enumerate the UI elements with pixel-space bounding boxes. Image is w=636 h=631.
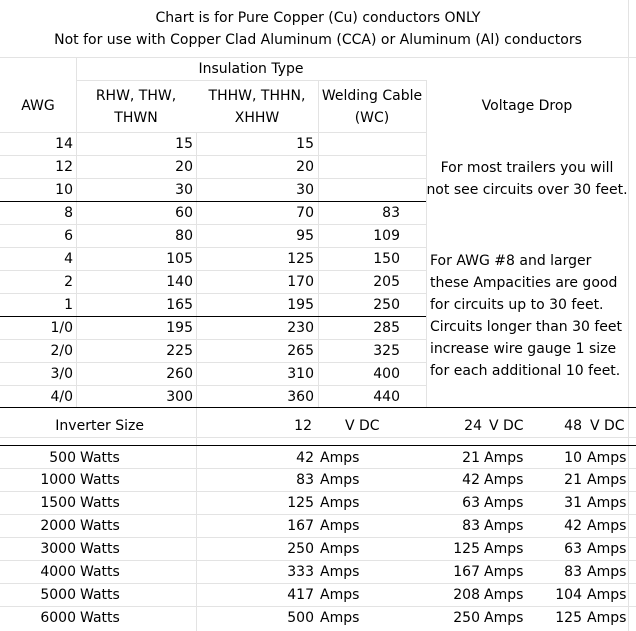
welding-header-line-1: Welding Cable bbox=[321, 88, 423, 104]
amps-24v-cell: 63 bbox=[462, 495, 480, 511]
amps-24v-cell: 167 bbox=[453, 564, 480, 580]
welding-cell: 325 bbox=[373, 343, 400, 359]
amps-unit-cell: Amps bbox=[320, 450, 360, 466]
welding-header-line-2: (WC) bbox=[354, 110, 390, 126]
amps-48v-cell: 21 bbox=[564, 472, 582, 488]
awg-cell: 1/0 bbox=[50, 320, 73, 336]
watts-unit-cell: Watts bbox=[80, 495, 120, 511]
welding-cell: 150 bbox=[373, 251, 400, 267]
rhw-cell: 30 bbox=[175, 182, 193, 198]
grid-line-vertical bbox=[426, 80, 427, 407]
rhw-cell: 105 bbox=[166, 251, 193, 267]
watts-value-cell: 1500 bbox=[40, 495, 76, 511]
amps-unit-cell: Amps bbox=[320, 564, 360, 580]
rhw-cell: 15 bbox=[175, 136, 193, 152]
watts-value-cell: 4000 bbox=[40, 564, 76, 580]
welding-cell: 205 bbox=[373, 274, 400, 290]
welding-cell: 285 bbox=[373, 320, 400, 336]
amps-unit-cell: Amps bbox=[587, 472, 627, 488]
note-line: not see circuits over 30 feet. bbox=[426, 182, 628, 198]
amps-unit-cell: Amps bbox=[484, 495, 524, 511]
amps-48v-cell: 104 bbox=[555, 587, 582, 603]
amps-unit-cell: Amps bbox=[587, 518, 627, 534]
thhw-cell: 195 bbox=[287, 297, 314, 313]
note-line: For most trailers you will bbox=[440, 160, 614, 176]
watts-value-cell: 2000 bbox=[40, 518, 76, 534]
note-line: increase wire gauge 1 size bbox=[430, 341, 617, 357]
awg-cell: 3/0 bbox=[50, 366, 73, 382]
amps-12v-cell: 417 bbox=[287, 587, 314, 603]
v24-header: 24 bbox=[464, 418, 482, 434]
voltage-drop-note-1 bbox=[426, 157, 628, 201]
vdc-header: V DC bbox=[489, 418, 524, 434]
awg-cell: 12 bbox=[55, 159, 73, 175]
amps-12v-cell: 42 bbox=[296, 450, 314, 466]
amps-24v-cell: 125 bbox=[453, 541, 480, 557]
voltage-drop-header: Voltage Drop bbox=[481, 98, 573, 114]
thhw-cell: 30 bbox=[296, 182, 314, 198]
welding-cell bbox=[318, 156, 400, 179]
note-line: for circuits up to 30 feet. bbox=[430, 297, 604, 313]
awg-cell: 8 bbox=[64, 205, 73, 221]
awg-header: AWG bbox=[21, 98, 55, 114]
watts-unit-cell: Watts bbox=[80, 450, 120, 466]
amps-unit-cell: Amps bbox=[587, 564, 627, 580]
header-line-2: Not for use with Copper Clad Aluminum (CCA) or Aluminum (Al) conductors bbox=[54, 32, 582, 48]
thhw-header-line-2: XHHW bbox=[234, 110, 280, 126]
amps-24v-cell: 42 bbox=[462, 472, 480, 488]
thhw-cell: 70 bbox=[296, 205, 314, 221]
rhw-cell: 60 bbox=[175, 205, 193, 221]
awg-cell: 4/0 bbox=[50, 389, 73, 405]
amps-12v-cell: 333 bbox=[287, 564, 314, 580]
watts-unit-cell: Watts bbox=[80, 587, 120, 603]
amps-unit-cell: Amps bbox=[587, 541, 627, 557]
welding-cell: 440 bbox=[373, 389, 400, 405]
rhw-cell: 260 bbox=[166, 366, 193, 382]
amps-48v-cell: 42 bbox=[564, 518, 582, 534]
header-line-1: Chart is for Pure Copper (Cu) conductors ONLY bbox=[155, 10, 481, 26]
thhw-cell: 170 bbox=[287, 274, 314, 290]
watts-value-cell: 500 bbox=[49, 450, 76, 466]
thhw-cell: 310 bbox=[287, 366, 314, 382]
thhw-header-line-1: THHW, THHN, bbox=[208, 88, 306, 104]
rhw-cell: 20 bbox=[175, 159, 193, 175]
vdc-header: V DC bbox=[590, 418, 625, 434]
rhw-cell: 300 bbox=[166, 389, 193, 405]
amps-12v-cell: 500 bbox=[287, 610, 314, 626]
amps-48v-cell: 125 bbox=[555, 610, 582, 626]
amps-12v-cell: 125 bbox=[287, 495, 314, 511]
awg-cell: 6 bbox=[64, 228, 73, 244]
awg-cell: 2/0 bbox=[50, 343, 73, 359]
rhw-cell: 80 bbox=[175, 228, 193, 244]
amps-48v-cell: 10 bbox=[564, 450, 582, 466]
awg-cell: 10 bbox=[55, 182, 73, 198]
amps-unit-cell: Amps bbox=[484, 541, 524, 557]
amps-24v-cell: 250 bbox=[453, 610, 480, 626]
awg-cell: 1 bbox=[64, 297, 73, 313]
thhw-cell: 20 bbox=[296, 159, 314, 175]
thhw-cell: 265 bbox=[287, 343, 314, 359]
amps-unit-cell: Amps bbox=[484, 610, 524, 626]
amps-unit-cell: Amps bbox=[484, 587, 524, 603]
amps-24v-cell: 21 bbox=[462, 450, 480, 466]
vdc-header: V DC bbox=[345, 418, 380, 434]
amps-unit-cell: Amps bbox=[587, 587, 627, 603]
note-line: for each additional 10 feet. bbox=[430, 363, 621, 379]
rhw-header-line-1: RHW, THW, bbox=[95, 88, 177, 104]
welding-cell bbox=[318, 179, 400, 202]
rhw-cell: 140 bbox=[166, 274, 193, 290]
watts-unit-cell: Watts bbox=[80, 541, 120, 557]
amps-unit-cell: Amps bbox=[320, 518, 360, 534]
amps-unit-cell: Amps bbox=[484, 472, 524, 488]
separator-line bbox=[0, 445, 636, 446]
amps-unit-cell: Amps bbox=[484, 450, 524, 466]
amps-48v-cell: 83 bbox=[564, 564, 582, 580]
amps-12v-cell: 250 bbox=[287, 541, 314, 557]
rhw-cell: 225 bbox=[166, 343, 193, 359]
amps-unit-cell: Amps bbox=[320, 472, 360, 488]
watts-unit-cell: Watts bbox=[80, 610, 120, 626]
insulation-type-header: Insulation Type bbox=[198, 61, 304, 77]
amps-unit-cell: Amps bbox=[320, 495, 360, 511]
thhw-cell: 230 bbox=[287, 320, 314, 336]
voltage-drop-note-2 bbox=[430, 250, 630, 382]
v12-header: 12 bbox=[294, 418, 312, 434]
watts-unit-cell: Watts bbox=[80, 518, 120, 534]
amps-unit-cell: Amps bbox=[484, 564, 524, 580]
welding-cell: 250 bbox=[373, 297, 400, 313]
awg-cell: 4 bbox=[64, 251, 73, 267]
watts-value-cell: 6000 bbox=[40, 610, 76, 626]
watts-unit-cell: Watts bbox=[80, 564, 120, 580]
inverter-size-header: Inverter Size bbox=[55, 418, 144, 434]
note-line: Circuits longer than 30 feet bbox=[430, 319, 623, 335]
thhw-cell: 360 bbox=[287, 389, 314, 405]
rhw-header-line-2: THWN bbox=[114, 110, 158, 126]
welding-cell bbox=[318, 133, 400, 156]
awg-cell: 2 bbox=[64, 274, 73, 290]
note-line: these Ampacities are good bbox=[430, 275, 618, 291]
v48-header: 48 bbox=[564, 418, 582, 434]
amps-12v-cell: 167 bbox=[287, 518, 314, 534]
watts-unit-cell: Watts bbox=[80, 472, 120, 488]
amps-unit-cell: Amps bbox=[587, 610, 627, 626]
thhw-cell: 95 bbox=[296, 228, 314, 244]
amps-unit-cell: Amps bbox=[587, 495, 627, 511]
rhw-cell: 195 bbox=[166, 320, 193, 336]
watts-value-cell: 5000 bbox=[40, 587, 76, 603]
amps-12v-cell: 83 bbox=[296, 472, 314, 488]
amps-unit-cell: Amps bbox=[587, 450, 627, 466]
amps-48v-cell: 31 bbox=[564, 495, 582, 511]
amps-unit-cell: Amps bbox=[320, 610, 360, 626]
welding-cell: 109 bbox=[373, 228, 400, 244]
awg-cell: 14 bbox=[55, 136, 73, 152]
watts-value-cell: 1000 bbox=[40, 472, 76, 488]
amps-unit-cell: Amps bbox=[320, 541, 360, 557]
rhw-cell: 165 bbox=[166, 297, 193, 313]
amps-24v-cell: 208 bbox=[453, 587, 480, 603]
note-line: For AWG #8 and larger bbox=[430, 253, 592, 269]
thhw-cell: 15 bbox=[296, 136, 314, 152]
amps-24v-cell: 83 bbox=[462, 518, 480, 534]
amps-48v-cell: 63 bbox=[564, 541, 582, 557]
welding-cell: 83 bbox=[382, 205, 400, 221]
amps-unit-cell: Amps bbox=[484, 518, 524, 534]
amps-unit-cell: Amps bbox=[320, 587, 360, 603]
welding-cell: 400 bbox=[373, 366, 400, 382]
watts-value-cell: 3000 bbox=[40, 541, 76, 557]
thhw-cell: 125 bbox=[287, 251, 314, 267]
